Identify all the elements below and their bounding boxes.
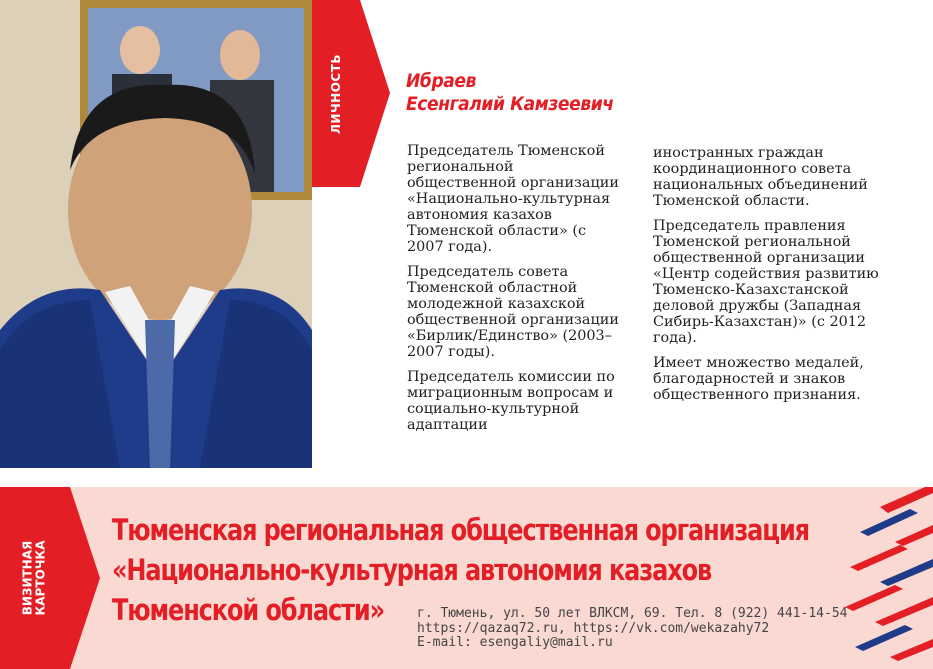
person-name [406,70,614,116]
bio-column-1 [407,143,627,442]
contact-info [417,607,847,651]
person-surname: Ибраев [406,70,477,92]
org-line: Тюменской области» [112,593,385,627]
person-given-name: Есенгалий Камзеевич [406,93,614,115]
email-link[interactable]: E-mail: esengaliy@mail.ru [417,635,613,650]
org-line: «Национально-культурная автономия казахов [112,553,712,587]
bio-column-2 [653,145,883,412]
card-label: ВИЗИТНАЯ КАРТОЧКА [21,540,49,616]
bio-paragraph: Имеет множество медалей, благодарностей и знаков общественного признания. [653,355,864,403]
bio-paragraph: Председатель совета Тюменской областной молодежной казахской общественной организации «Бирлик/Единство» (2003–2007 годы). [407,264,619,360]
address-text: г. Тюмень, ул. 50 лет ВЛКСМ, 69. Тел. 8 (922) 441-14-54 [417,606,848,621]
bio-paragraph: иностранных граждан координационного совета национальных объединений Тюменской области. [653,145,868,209]
decorative-stripes [840,487,933,669]
bio-paragraph: Председатель Тюменской региональной общественной организации «Национально-культурная автономия казахов Тюменской области» (с 2007 года). [407,143,619,255]
bio-paragraph: Председатель правления Тюменской региональной общественной организации «Центр содействия развитию Тюменско-Казахстанской деловой дружбы (Западная Сибирь-Казахстан)» (с 2012 года). [653,218,879,346]
section-label: ЛИЧНОСТЬ [329,53,343,134]
bio-paragraph: Председатель комиссии по миграционным вопросам и социально-культурной адаптации [407,369,615,433]
portrait-photo [0,0,312,468]
card-label-arrow [70,487,100,669]
section-ribbon-arrow [360,0,390,187]
org-line: Тюменская региональная общественная организация [112,513,810,547]
website-links[interactable]: https://qazaq72.ru, https://vk.com/wekazahy72 [417,620,770,636]
